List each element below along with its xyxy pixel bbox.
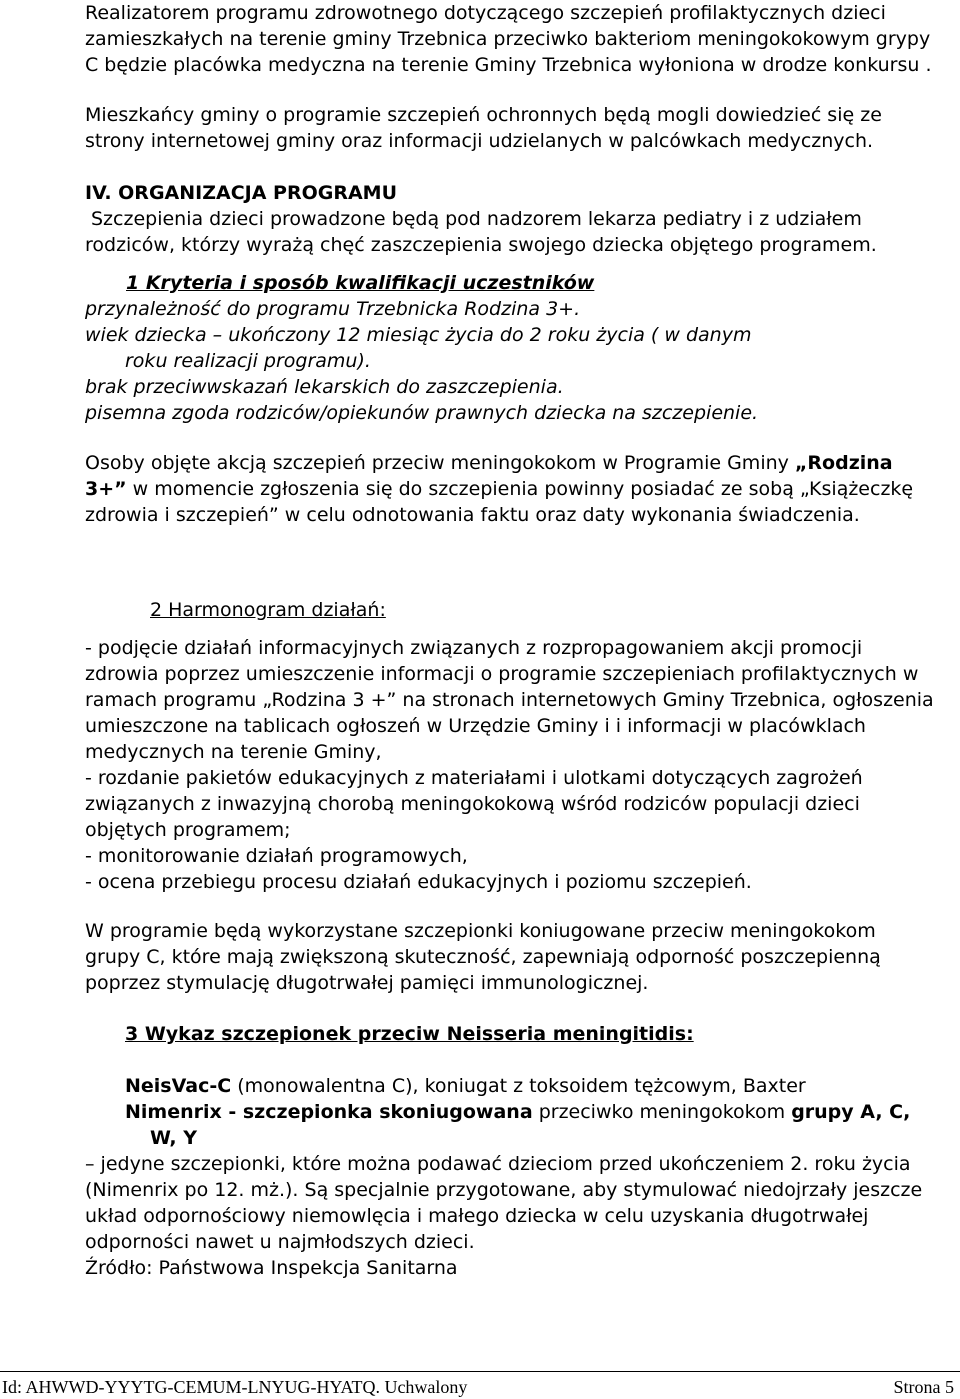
- criteria-item: brak przeciwwskazań lekarskich do zaszczepienia.: [85, 376, 564, 398]
- vaccines-list: [85, 1073, 935, 1151]
- vaccine-groups-cont: W, Y: [150, 1127, 197, 1149]
- criteria-item: przynależność do programu Trzebnicka Rodzina 3+.: [85, 298, 581, 320]
- intro-paragraph-2: Mieszkańcy gminy o programie szczepień ochronnych będą mogli dowiedzieć się ze strony internetowej gminy oraz informacji udzielanych w palcówkach medycznych.: [85, 104, 882, 152]
- footer-divider: [0, 1371, 960, 1372]
- criteria-heading: 1 Kryteria i sposób kwalifikacji uczestników: [126, 272, 595, 294]
- schedule-item: - monitorowanie działań programowych,: [85, 845, 468, 867]
- vaccine-name: Nimenrix - szczepionka skoniugowana: [125, 1101, 533, 1123]
- schedule-item: - podjęcie działań informacyjnych związanych z rozpropagowaniem akcji promocji zdrowia poprzez umieszczenie informacji o programie szczepieniach profilaktycznych w ramach programu „Rodzina 3 +” na stronach internetowych Gminy Trzebnica, ogłoszenia umieszczone na tablicach ogłoszeń w Urzędzie Gminy i i informacji w placówklach medycznych na terenie Gminy,: [85, 637, 934, 763]
- page-number: Strona 5: [893, 1377, 954, 1397]
- source-line: Źródło: Państwowa Inspekcja Sanitarna: [85, 1257, 458, 1279]
- program-name: „Rodzina 3+”: [85, 452, 893, 500]
- schedule-item: - rozdanie pakietów edukacyjnych z materiałami i ulotkami dotyczących zagrożeń związanych z inwazyjną chorobą meningokokową wśród rodziców populacji dzieci objętych programem;: [85, 767, 863, 841]
- obligation-paragraph: [85, 450, 935, 528]
- vaccine-desc: (monowalentna C), koniugat z toksoidem tężcowym, Baxter: [231, 1075, 806, 1097]
- vaccine-desc: przeciwko meningokokom: [532, 1101, 792, 1123]
- section-heading: IV. ORGANIZACJA PROGRAMU: [85, 182, 397, 204]
- criteria-list: [85, 296, 935, 426]
- vaccine-groups: grupy A, C,: [791, 1101, 911, 1123]
- obligation-text: Osoby objęte akcją szczepień przeciw meningokokom w Programie Gminy: [85, 452, 795, 474]
- document-id: Id: AHWWD-YYYTG-CEMUM-LNYUG-HYATQ. Uchwalony: [2, 1377, 468, 1397]
- criteria-item: roku realizacji programu).: [125, 350, 371, 372]
- vaccine-item: [125, 1099, 935, 1125]
- criteria-item: wiek dziecka – ukończony 12 miesiąc życia do 2 roku życia ( w danym: [85, 324, 752, 346]
- schedule-item: - ocena przebiegu procesu działań edukacyjnych i poziomu szczepień.: [85, 871, 752, 893]
- schedule-heading: 2 Harmonogram działań:: [150, 599, 386, 621]
- vaccines-closing: – jedyne szczepionki, które można podawać dzieciom przed ukończeniem 2. roku życia (Nimenrix po 12. mż.). Są specjalnie przygotowane, aby stymulować niedojrzały jeszcze układ odpornościowy niemowlęcia i małego dziecka w celu uzyskania długotrwałej odporności nawet u najmłodszych dzieci.: [85, 1153, 923, 1253]
- intro-paragraph-1: Realizatorem programu zdrowotnego dotyczącego szczepień profilaktycznych dzieci zamieszkałych na terenie gminy Trzebnica przeciwko bakteriom meningokokowym grypy C będzie placówka medyczna na terenie Gminy Trzebnica wyłoniona w drodze konkursu .: [85, 2, 932, 76]
- criteria-item: pisemna zgoda rodziców/opiekunów prawnych dziecka na szczepienie.: [85, 402, 759, 424]
- vaccine-name: NeisVac-C: [125, 1075, 232, 1097]
- vaccine-note: W programie będą wykorzystane szczepionki koniugowane przeciw meningokokom grupy C, które mają zwiększoną skuteczność, zapewniają odporność poszczepienną poprzez stymulację długotrwałej pamięci immunologicznej.: [85, 920, 881, 994]
- obligation-text: w momencie zgłoszenia się do szczepienia powinny posiadać ze sobą „Książeczkę zdrowia i szczepień” w celu odnotowania faktu oraz daty wykonania świadczenia.: [85, 478, 914, 526]
- page-footer: [0, 1376, 958, 1399]
- schedule-list: [85, 635, 935, 895]
- vaccines-heading: 3 Wykaz szczepionek przeciw Neisseria meningitidis:: [125, 1023, 694, 1045]
- vaccine-item: [125, 1073, 935, 1099]
- section-intro: Szczepienia dzieci prowadzone będą pod nadzorem lekarza pediatry i z udziałem rodziców, którzy wyrażą chęć zaszczepienia swojego dziecka objętego programem.: [85, 208, 877, 256]
